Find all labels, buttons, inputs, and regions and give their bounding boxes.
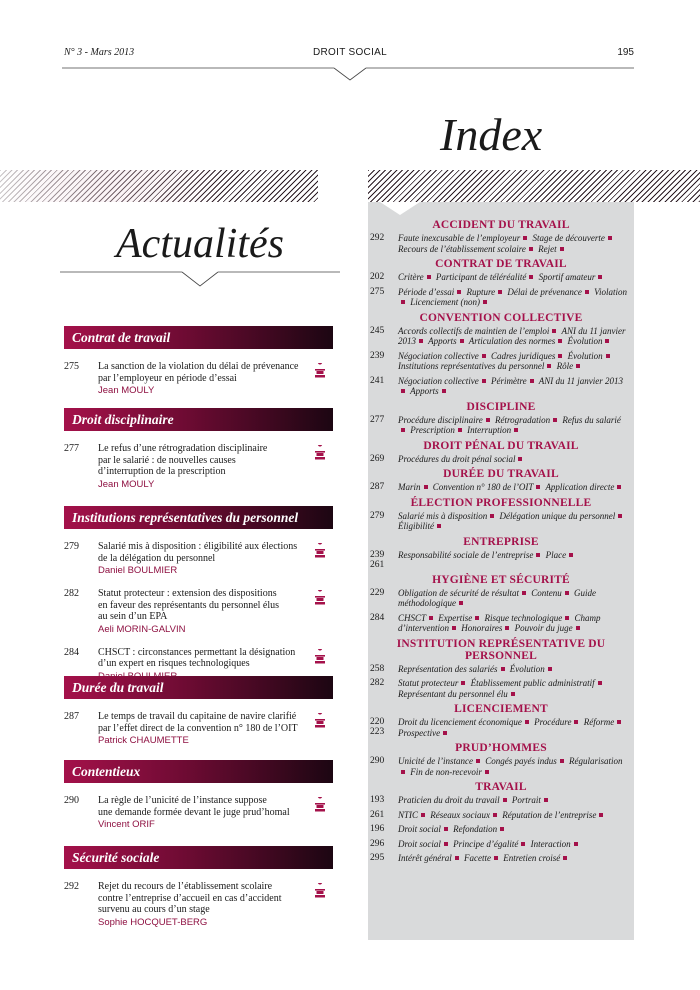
index-page: 258 (370, 663, 385, 674)
index-term: Accords collectifs de maintien de l’emploi (398, 325, 550, 336)
index-term: Négociation collective (398, 350, 479, 361)
index-term: Convention n° 180 de l’OIT (432, 482, 534, 492)
index-page: 220 (370, 717, 385, 727)
bullet-square-icon (443, 731, 447, 735)
index-page-2: 223 (370, 727, 385, 737)
bullet-square-icon (503, 798, 507, 802)
bullet-square-icon (599, 813, 603, 817)
index-page: 261 (370, 809, 385, 820)
bullet-square-icon (598, 681, 602, 685)
index-term: ANI du 11 janvier 2013 (398, 325, 626, 346)
index-term: Expertise (438, 612, 473, 623)
index-entry[interactable] (368, 839, 634, 850)
index-page: 202 (370, 272, 385, 282)
index-term: Critère (398, 272, 424, 282)
index-term: Champ d’intervention (398, 612, 601, 633)
bullet-square-icon (576, 626, 580, 630)
index-category[interactable]: PRUD’HOMMES (455, 742, 547, 754)
index-term: Refus du salarié (562, 414, 621, 425)
actualites-band (0, 170, 318, 202)
index-category[interactable]: CONTRAT DE TRAVAIL (435, 258, 567, 270)
bullet-square-icon (498, 290, 502, 294)
article-title-line: Statut protecteur : extension des dispositions (98, 588, 277, 599)
index-entry[interactable] (368, 756, 634, 777)
index-term: Représentation des salariés (398, 663, 498, 674)
article-page: 282 (64, 588, 79, 599)
judge-icon (313, 649, 327, 665)
article-author[interactable]: Jean MOULY (98, 478, 155, 490)
section-heading[interactable]: Contentieux (64, 760, 333, 783)
index-page: 284 (370, 612, 385, 623)
bullet-square-icon (437, 524, 441, 528)
article-page: 290 (64, 795, 79, 806)
article-title-line: une demande formée devant le juge prud’homal (98, 806, 290, 818)
section-heading[interactable]: Durée du travail (64, 676, 333, 699)
index-term: CHSCT (398, 612, 427, 623)
bullet-square-icon (494, 856, 498, 860)
bullet-square-icon (605, 339, 609, 343)
bullet-square-icon (514, 428, 518, 432)
index-entry[interactable] (368, 550, 634, 570)
judge-icon (313, 445, 327, 461)
article-title-line: au sein d’un EPA (98, 611, 168, 622)
article-title-line: Rejet du recours de l’établissement scolaire (98, 881, 273, 892)
index-term: Réputation de l’entreprise (502, 809, 597, 820)
index-term: Recours de l’établissement scolaire (398, 243, 526, 254)
bullet-square-icon (525, 720, 529, 724)
article-title-line: en faveur des représentants du personnel élus (98, 599, 280, 611)
article-title (98, 795, 308, 818)
article-title (98, 711, 308, 734)
article-title-line: CHSCT : circonstances permettant la désignation (98, 646, 296, 658)
bullet-square-icon (585, 290, 589, 294)
bullet-square-icon (617, 720, 621, 724)
bullet-square-icon (558, 339, 562, 343)
bullet-square-icon (455, 856, 459, 860)
index-term: Contenu (531, 587, 562, 598)
index-entry[interactable] (368, 287, 634, 308)
bullet-square-icon (461, 681, 465, 685)
index-entry[interactable] (368, 415, 634, 436)
article-title-line: par l’employeur en période d’essai (98, 372, 237, 384)
index-term: Représentant du personnel élu (398, 688, 508, 699)
index-list (368, 216, 634, 868)
index-term: Droit social (398, 824, 441, 834)
index-term: Réforme (583, 717, 615, 727)
bullet-square-icon (536, 485, 540, 489)
article-entry[interactable] (64, 443, 333, 490)
index-term: Stage de découverte (532, 233, 605, 243)
index-category[interactable]: LICENCIEMENT (454, 703, 548, 715)
bullet-square-icon (560, 759, 564, 763)
bullet-square-icon (485, 770, 489, 774)
index-term: Responsabilité sociale de l’entreprise (398, 549, 534, 560)
article-author[interactable]: Vincent ORIF (98, 819, 155, 830)
section-4 (64, 676, 333, 746)
index-term: Apports (410, 386, 439, 396)
bullet-square-icon (606, 354, 610, 358)
article-page: 292 (64, 881, 79, 892)
article-title-line: d’un expert en risques technologiques (98, 658, 250, 669)
index-term: Portrait (511, 795, 541, 805)
index-entry[interactable] (368, 588, 634, 609)
index-term: Obligation de sécurité de résultat (398, 587, 519, 598)
judge-icon (313, 363, 327, 379)
index-term: Facette (463, 853, 491, 863)
index-term: Rétrogradation (494, 414, 551, 425)
judge-icon (313, 797, 327, 813)
index-category[interactable]: DURÉE DU TRAVAIL (443, 468, 559, 480)
index-entry[interactable] (368, 482, 634, 493)
bullet-square-icon (552, 329, 556, 333)
section-heading[interactable]: Contrat de travail (64, 326, 333, 349)
index-entry[interactable] (368, 272, 634, 283)
bullet-square-icon (419, 339, 423, 343)
article-title-line: survenu au cours d’un stage (98, 904, 210, 915)
index-page: 279 (370, 510, 385, 521)
judge-icon (313, 883, 327, 899)
index-page: 295 (370, 853, 385, 863)
index-term: Rupture (466, 286, 496, 297)
bullet-square-icon (569, 553, 573, 557)
index-page: 296 (370, 838, 385, 849)
bullet-square-icon (511, 692, 515, 696)
bullet-square-icon (457, 290, 461, 294)
article-title-line: par le salarié : de nouvelles causes (98, 454, 236, 466)
index-category[interactable]: TRAVAIL (475, 781, 527, 793)
bullet-square-icon (598, 275, 602, 279)
bullet-square-icon (521, 842, 525, 846)
bullet-square-icon (574, 720, 578, 724)
bullet-square-icon (576, 364, 580, 368)
index-page: 292 (370, 233, 385, 243)
index-term: Licenciement (non) (410, 297, 480, 307)
header-rule (0, 64, 700, 84)
index-entry[interactable] (368, 613, 634, 634)
section-heading[interactable]: Institutions représentatives du personnel (64, 506, 333, 529)
bullet-square-icon (530, 379, 534, 383)
index-page: 287 (370, 482, 385, 492)
actualites-rule (60, 268, 340, 292)
bullet-square-icon (501, 667, 505, 671)
article-page: 279 (64, 541, 79, 552)
index-term: Participant de téléréalité (435, 272, 527, 282)
article-title-line: contre l’entreprise d’accueil en cas d’accident (98, 892, 282, 904)
article-author[interactable]: Sophie HOCQUET-BERG (98, 916, 208, 928)
index-entry[interactable] (368, 351, 634, 372)
index-category[interactable]: ÉLECTION PROFESSIONNELLE (410, 496, 592, 509)
index-term: Articulation des normes (468, 336, 556, 346)
bullet-square-icon (401, 770, 405, 774)
index-term: Procédure disciplinaire (398, 414, 483, 425)
index-term: Salarié mis à disposition (398, 510, 488, 521)
index-term: Période d’essai (398, 286, 455, 297)
bullet-square-icon (565, 616, 569, 620)
bullet-square-icon (442, 389, 446, 393)
article-title (98, 443, 308, 478)
article-title (98, 647, 308, 670)
index-term: Rôle (556, 361, 574, 371)
section-5 (64, 760, 333, 830)
article-author[interactable]: Patrick CHAUMETTE (98, 735, 189, 746)
index-term: Négociation collective (398, 375, 479, 386)
index-term: Honoraires (461, 623, 503, 633)
section-1 (64, 326, 333, 396)
journal-title: DROIT SOCIAL (313, 47, 387, 58)
bullet-square-icon (401, 300, 405, 304)
index-category[interactable]: INSTITUTION REPRÉSENTATIVE DU PERSONNEL (396, 637, 606, 662)
section-3 (64, 506, 333, 682)
bullet-square-icon (617, 485, 621, 489)
article-title (98, 881, 308, 916)
index-title: Index (440, 109, 543, 160)
article-title-line: Le temps de travail du capitaine de navire clarifié (98, 711, 297, 722)
index-entry[interactable] (368, 795, 634, 806)
article-title-line: de la délégation du personnel (98, 552, 216, 564)
bullet-square-icon (518, 457, 522, 461)
bullet-square-icon (558, 354, 562, 358)
bullet-square-icon (608, 236, 612, 240)
index-entry[interactable] (368, 511, 634, 532)
judge-icon (313, 713, 327, 729)
article-author[interactable]: Aeli MORIN-GALVIN (98, 623, 186, 635)
index-page: 193 (370, 795, 385, 805)
index-term: Prospective (398, 727, 441, 738)
article-entry[interactable] (64, 795, 333, 830)
bullet-square-icon (458, 428, 462, 432)
bullet-square-icon (560, 247, 564, 251)
article-title-line: Salarié mis à disposition : éligibilité aux élections (98, 541, 298, 552)
index-entry[interactable] (368, 454, 634, 465)
section-2 (64, 408, 333, 490)
bullet-square-icon (482, 379, 486, 383)
bullet-square-icon (563, 856, 567, 860)
index-category[interactable]: CONVENTION COLLECTIVE (419, 311, 583, 324)
article-title-line: d’interruption de la prescription (98, 466, 226, 477)
index-entry[interactable] (368, 853, 634, 864)
index-term: Droit du licenciement économique (398, 717, 522, 727)
index-entry[interactable] (368, 810, 634, 821)
index-entry[interactable] (368, 717, 634, 738)
bullet-square-icon (444, 842, 448, 846)
index-term: Violation (594, 286, 627, 297)
article-title-line: par l’effet direct de la convention n° 180 de l’OIT (98, 722, 298, 734)
index-term: Régularisation (568, 756, 623, 766)
index-term: Principe d’égalité (453, 838, 519, 849)
index-term: Fin de non-recevoir (410, 766, 482, 777)
index-page: 245 (370, 325, 385, 336)
index-term: Rejet (538, 243, 557, 254)
bullet-square-icon (522, 591, 526, 595)
index-page: 239 (370, 350, 385, 361)
bullet-square-icon (536, 553, 540, 557)
index-term: Établissement public administratif (470, 678, 595, 688)
index-term: Interruption (467, 425, 512, 435)
index-page: 239 (370, 549, 385, 560)
index-term: Procédure (534, 717, 572, 727)
article-author[interactable]: Jean MOULY (98, 385, 155, 396)
judge-icon (313, 543, 327, 559)
index-term: Place (545, 549, 567, 560)
index-notch (380, 202, 420, 216)
bullet-square-icon (421, 813, 425, 817)
index-term: Entretien croisé (503, 853, 561, 863)
index-term: Faute inexcusable de l’employeur (398, 233, 521, 243)
judge-icon (313, 590, 327, 606)
index-page: 282 (370, 678, 385, 688)
index-term: Refondation (453, 824, 498, 834)
index-page: 269 (370, 453, 385, 464)
index-term: Prescription (410, 425, 455, 435)
bullet-square-icon (401, 389, 405, 393)
bullet-square-icon (482, 354, 486, 358)
article-entry[interactable] (64, 541, 333, 576)
bullet-square-icon (548, 667, 552, 671)
bullet-square-icon (401, 428, 405, 432)
bullet-square-icon (452, 626, 456, 630)
bullet-square-icon (490, 514, 494, 518)
index-term: Statut protecteur (398, 678, 459, 688)
bullet-square-icon (429, 616, 433, 620)
index-entry[interactable] (368, 233, 634, 254)
index-category[interactable]: HYGIÈNE ET SÉCURITÉ (432, 573, 570, 586)
bullet-square-icon (565, 591, 569, 595)
index-term: Risque technologique (484, 612, 563, 623)
bullet-square-icon (460, 339, 464, 343)
index-page: 277 (370, 414, 385, 425)
index-term: Congés payés indus (485, 756, 557, 766)
index-entry[interactable] (368, 678, 634, 699)
index-term: ANI du 11 janvier 2013 (538, 375, 624, 386)
index-term: Sportif amateur (538, 272, 596, 282)
section-6 (64, 846, 333, 928)
article-page: 284 (64, 646, 79, 658)
index-term: Marin (398, 482, 421, 492)
index-term: Éligibilité (398, 521, 434, 531)
bullet-square-icon (444, 827, 448, 831)
article-entry[interactable] (64, 588, 333, 635)
index-page: 196 (370, 824, 385, 834)
index-term: Droit social (398, 838, 441, 849)
index-term: Interaction (530, 838, 571, 849)
index-category[interactable]: DISCIPLINE (466, 400, 536, 413)
index-term: Évolution (567, 336, 603, 346)
index-term: Intérêt général (398, 853, 452, 863)
bullet-square-icon (486, 418, 490, 422)
article-title-line: La règle de l’unicité de l’instance suppose (98, 795, 267, 806)
bullet-square-icon (547, 364, 551, 368)
page-header (0, 0, 700, 90)
bullet-square-icon (529, 275, 533, 279)
index-term: Délégation unique du personnel (499, 510, 616, 521)
article-page: 277 (64, 443, 79, 454)
index-term: Application directe (545, 482, 615, 492)
index-term: Unicité de l’instance (398, 756, 473, 766)
bullet-square-icon (618, 514, 622, 518)
bullet-square-icon (475, 616, 479, 620)
index-entry[interactable] (368, 664, 634, 675)
article-title (98, 541, 308, 564)
bullet-square-icon (500, 827, 504, 831)
index-entry[interactable] (368, 326, 634, 347)
bullet-square-icon (544, 798, 548, 802)
index-term: Évolution (509, 663, 545, 674)
index-term: Institutions représentatives du personnel (398, 361, 545, 371)
issue-label: N° 3 - Mars 2013 (64, 47, 135, 58)
actualites-title: Actualités (116, 221, 284, 267)
index-term: Réseaux sociaux (430, 809, 490, 820)
index-term: Guide méthodologique (398, 587, 596, 608)
article-title (98, 361, 308, 384)
index-term: Praticien du droit du travail (398, 795, 500, 805)
index-page: 229 (370, 587, 385, 598)
index-category[interactable]: ACCIDENT DU TRAVAIL (432, 219, 570, 231)
bullet-square-icon (483, 300, 487, 304)
bullet-square-icon (505, 626, 509, 630)
index-term: Évolution (567, 350, 603, 361)
bullet-square-icon (459, 601, 463, 605)
article-entry[interactable] (64, 881, 333, 928)
bullet-square-icon (493, 813, 497, 817)
index-page: 275 (370, 286, 385, 297)
bullet-square-icon (424, 485, 428, 489)
bullet-square-icon (553, 418, 557, 422)
index-entry[interactable] (368, 824, 634, 835)
index-term: NTIC (398, 809, 419, 820)
article-page: 287 (64, 711, 79, 722)
section-heading[interactable]: Sécurité sociale (64, 846, 333, 869)
index-page: 241 (370, 375, 385, 386)
index-category[interactable]: ENTREPRISE (463, 535, 539, 548)
article-author[interactable]: Daniel BOULMIER (98, 565, 178, 576)
index-term: Pouvoir du juge (514, 623, 573, 633)
bullet-square-icon (529, 247, 533, 251)
bullet-square-icon (574, 842, 578, 846)
article-title-line: La sanction de la violation du délai de prévenance (98, 361, 299, 372)
index-page: 290 (370, 756, 385, 766)
index-term: Périmètre (490, 375, 527, 386)
bullet-square-icon (476, 759, 480, 763)
index-term: Délai de prévenance (507, 286, 582, 297)
article-title-line: Le refus d’une rétrogradation disciplinaire (98, 443, 268, 454)
article-page: 275 (64, 361, 79, 372)
index-category[interactable]: DROIT PÉNAL DU TRAVAIL (423, 439, 579, 452)
article-entry[interactable] (64, 711, 333, 746)
bullet-square-icon (427, 275, 431, 279)
page-number: 195 (617, 47, 634, 58)
index-band (368, 170, 700, 202)
bullet-square-icon (523, 236, 527, 240)
article-entry[interactable] (64, 361, 333, 396)
index-term: Apports (428, 336, 457, 346)
section-heading[interactable]: Droit disciplinaire (64, 408, 333, 431)
index-entry[interactable] (368, 376, 634, 397)
index-term: Cadres juridiques (490, 350, 556, 361)
index-page-2: 261 (370, 559, 385, 570)
article-title (98, 588, 308, 623)
index-term: Procédures du droit pénal social (398, 453, 516, 464)
